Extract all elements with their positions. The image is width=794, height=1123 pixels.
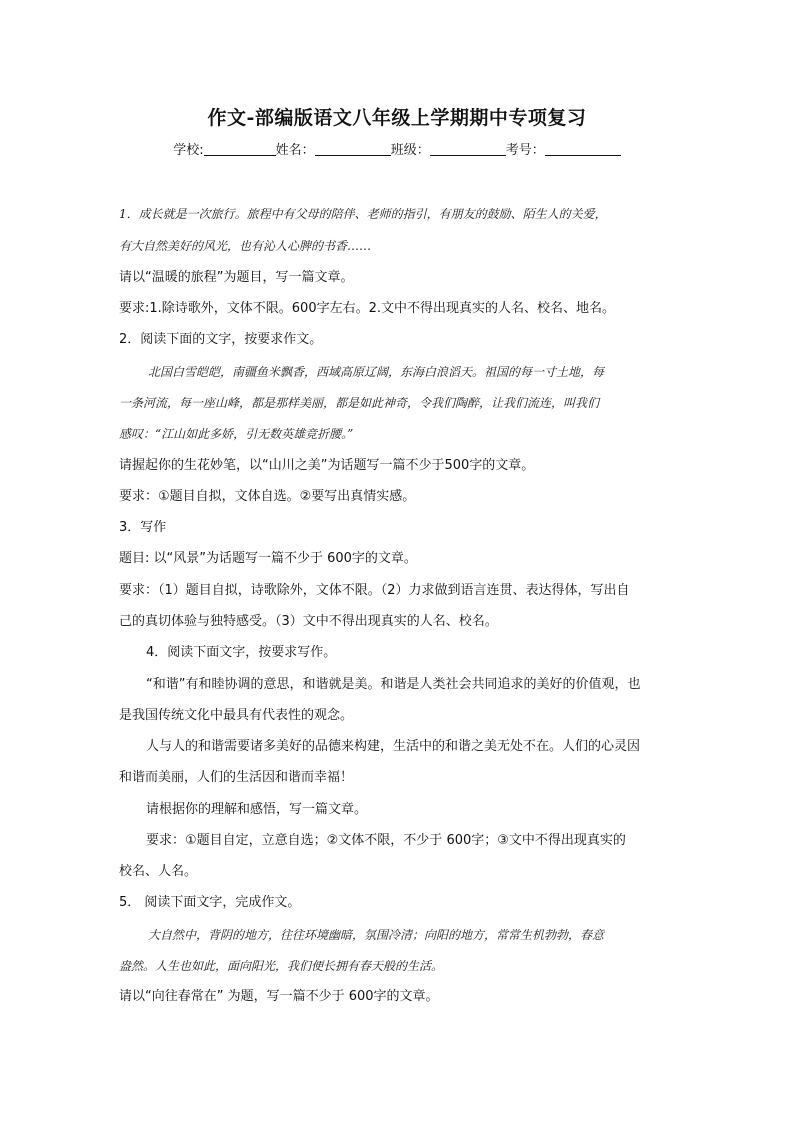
q4-passage-line-3: 人与人的和谐需要诸多美好的品德来构建，生活中的和谐之美无处不在。人们的心灵因 — [146, 739, 641, 754]
q5-heading: 5． 阅读下面文字，完成作文。 — [119, 895, 301, 910]
q1-prompt-line-2: 有大自然美好的风光，也有沁人心脾的书香…… — [119, 239, 372, 253]
class-blank[interactable] — [430, 141, 506, 156]
q4-passage-line-1: “和谐”有和睦协调的意思，和谐就是美。和谐是人类社会共同追求的美好的价值观，也 — [146, 677, 641, 692]
q3-heading: 3．写作 — [119, 520, 167, 535]
exam-no-blank[interactable] — [545, 141, 621, 156]
q5-passage-line-1: 大自然中，背阴的地方，往往环境幽暗，氛围冷清；向阳的地方，常常生机勃勃，春意 — [148, 928, 605, 942]
q5-task: 请以“向往春常在” 为题，写一篇不少于 600字的文章。 — [119, 989, 439, 1004]
document-title: 作文-部编版语文八年级上学期期中专项复习 — [207, 107, 587, 129]
q2-task: 请握起你的生花妙笔，以“山川之美”为话题写一篇不少于500字的文章。 — [119, 458, 535, 473]
name-blank[interactable] — [315, 141, 391, 156]
q2-passage-line-1: 北国白雪皑皑，南疆鱼米飘香，西域高原辽阔，东海白浪滔天。祖国的每一寸土地，每 — [148, 365, 605, 379]
q4-requirements-line-1: 要求：①题目自定，立意自选；②文体不限，不少于 600字；③文中不得出现真实的 — [146, 833, 626, 848]
q3-requirements-line-1: 要求：（1）题目自拟，诗歌除外，文体不限。（2）力求做到语言连贯、表达得体，写出自 — [119, 583, 630, 598]
q1-task: 请以“温暖的旅程”为题目，写一篇文章。 — [119, 270, 354, 285]
school-blank[interactable] — [204, 141, 276, 156]
q2-heading: 2．阅读下面的文字，按要求作文。 — [119, 332, 323, 347]
q4-task: 请根据你的理解和感悟，写一篇文章。 — [146, 802, 368, 817]
q3-topic: 题目: 以“风景”为话题写一篇不少于 600字的文章。 — [119, 551, 417, 566]
student-info-line — [0, 139, 794, 158]
q1-prompt-line-1: 1．成长就是一次旅行。旅程中有父母的陪伴、老师的指引，有朋友的鼓励、陌生人的关爱， — [119, 207, 607, 221]
q2-requirements: 要求：①题目自拟，文体自选。②要写出真情实感。 — [119, 489, 416, 504]
q3-requirements-line-2: 己的真切体验与独特感受。（3）文中不得出现真实的人名、校名。 — [119, 614, 498, 629]
q2-passage-line-2: 一条河流，每一座山峰，都是那样美丽，都是如此神奇，令我们陶醉，让我们流连，叫我们 — [119, 396, 600, 410]
q4-requirements-line-2: 校名、人名。 — [119, 864, 198, 879]
q4-passage-line-4: 和谐而美丽，人们的生活因和谐而幸福！ — [119, 770, 354, 785]
q1-requirements: 要求:1.除诗歌外，文体不限。600字左右。2.文中不得出现真实的人名、校名、地名。 — [119, 301, 616, 316]
q4-passage-line-2: 是我国传统文化中最具有代表性的观念。 — [119, 708, 354, 723]
q2-passage-line-3: 感叹：“江山如此多娇，引无数英雄竞折腰。” — [119, 427, 354, 441]
q5-passage-line-2: 盎然。人生也如此，面向阳光，我们便长拥有春天般的生活。 — [119, 959, 444, 973]
school-label: 学校: — [173, 143, 204, 158]
q4-heading: 4．阅读下面文字，按要求写作。 — [146, 645, 337, 660]
class-label: 班级： — [390, 143, 430, 158]
exam-no-label: 考号： — [505, 143, 545, 158]
name-label: 姓名： — [275, 143, 315, 158]
